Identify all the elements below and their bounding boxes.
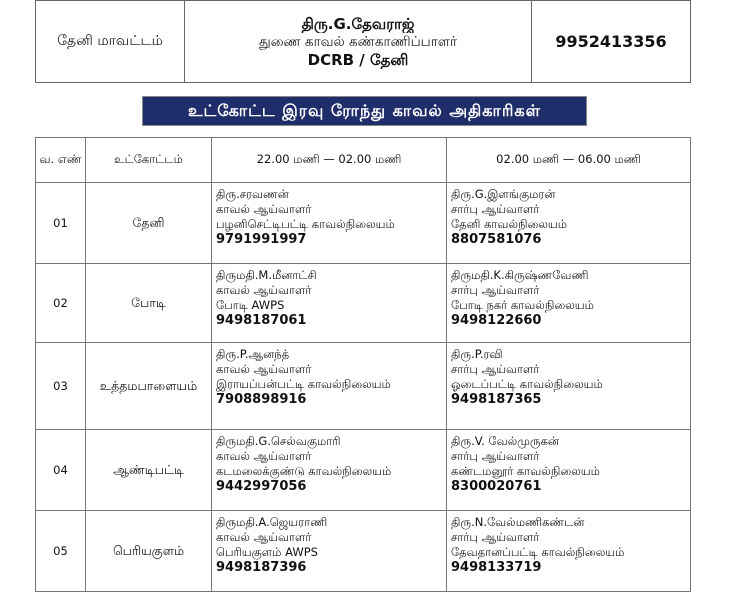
officer-name: திரு.P.ஆனந்த் xyxy=(216,347,290,361)
officer-name: திரு.G.இளங்குமரன் xyxy=(451,187,556,201)
district-name: தேனி மாவட்டம் xyxy=(57,32,163,49)
officer-phone: 9442997056 xyxy=(216,479,307,494)
shift1-officer xyxy=(212,430,447,511)
officer-rank: காவல் ஆய்வாளர் xyxy=(216,362,312,376)
officer-name: திரு.G.தேவராஜ் xyxy=(301,14,415,33)
officer-name: திருமதி.G.செல்வகுமாரி xyxy=(216,434,341,448)
officer-station: கடமலைக்குண்டு காவல்நிலையம் xyxy=(216,464,392,478)
officer-station: கண்டமனூர் காவல்நிலையம் xyxy=(451,464,600,478)
officer-name: திருமதி.A.ஜெயராணி xyxy=(216,515,328,529)
shift2-officer xyxy=(447,264,691,343)
row-division: உத்தமபாளையம் xyxy=(86,343,212,430)
officer-phone: 9952413356 xyxy=(555,32,667,51)
officer-station: தேனி காவல்நிலையம் xyxy=(451,217,568,231)
officer-rank: சார்பு ஆய்வாளர் xyxy=(451,362,540,376)
row-sn: 03 xyxy=(36,343,86,430)
header-shift2: 02.00 மணி — 06.00 மணி xyxy=(447,138,691,183)
shift2-officer xyxy=(447,511,691,592)
officer-name: திரு.V. வேல்முருகன் xyxy=(451,434,560,448)
patrol-table xyxy=(35,137,691,592)
row-division: தேனி xyxy=(86,183,212,264)
table-row xyxy=(36,183,691,264)
shift1-officer xyxy=(212,343,447,430)
row-division: போடி xyxy=(86,264,212,343)
officer-station: போடி நகர் காவல்நிலையம் xyxy=(451,298,594,312)
officer-rank: சார்பு ஆய்வாளர் xyxy=(451,202,540,216)
shift1-officer xyxy=(212,264,447,343)
officer-rank: சார்பு ஆய்வாளர் xyxy=(451,449,540,463)
district-cell xyxy=(36,1,185,83)
officer-rank: சார்பு ஆய்வாளர் xyxy=(451,530,540,544)
table-row xyxy=(36,264,691,343)
officer-name: திருமதி.M.மீனாட்சி xyxy=(216,268,317,282)
officer-station: இராயப்பன்பட்டி காவல்நிலையம் xyxy=(216,377,391,391)
officer-phone: 9498122660 xyxy=(451,313,542,328)
officer-station: போடி AWPS xyxy=(216,298,285,312)
table-header-row xyxy=(36,138,691,183)
header-table xyxy=(35,0,691,83)
officer-phone: 9498187396 xyxy=(216,560,307,575)
officer-rank: காவல் ஆய்வாளர் xyxy=(216,449,312,463)
officer-phone: 9498133719 xyxy=(451,560,542,575)
officer-rank: காவல் ஆய்வாளர் xyxy=(216,202,312,216)
shift2-officer xyxy=(447,183,691,264)
table-row xyxy=(36,511,691,592)
officer-name: திரு.P.ரவி xyxy=(451,347,503,361)
row-sn: 02 xyxy=(36,264,86,343)
shift2-officer xyxy=(447,430,691,511)
officer-phone: 9498187365 xyxy=(451,392,542,407)
row-sn: 01 xyxy=(36,183,86,264)
table-row xyxy=(36,343,691,430)
header-shift1: 22.00 மணி — 02.00 மணி xyxy=(212,138,447,183)
officer-phone: 8807581076 xyxy=(451,232,542,247)
officer-station: பெரியகுளம் AWPS xyxy=(216,545,318,559)
header-sn: வ. எண் xyxy=(36,138,86,183)
officer-cell xyxy=(185,1,532,83)
officer-rank: காவல் ஆய்வாளர் xyxy=(216,530,312,544)
shift1-officer xyxy=(212,511,447,592)
officer-phone: 7908898916 xyxy=(216,392,307,407)
officer-name: திரு.சரவணன் xyxy=(216,187,289,201)
officer-station: தேவதானப்பட்டி காவல்நிலையம் xyxy=(451,545,625,559)
officer-station: ஓடைப்பட்டி காவல்நிலையம் xyxy=(451,377,603,391)
officer-phone: 8300020761 xyxy=(451,479,542,494)
officer-station: பழனிசெட்டிபட்டி காவல்நிலையம் xyxy=(216,217,395,231)
row-sn: 04 xyxy=(36,430,86,511)
row-division: ஆண்டிபட்டி xyxy=(86,430,212,511)
header-division: உட்கோட்டம் xyxy=(86,138,212,183)
table-row xyxy=(36,430,691,511)
officer-name: திரு.N.வேல்மணிகண்டன் xyxy=(451,515,585,529)
row-division: பெரியகுளம் xyxy=(86,511,212,592)
banner-title: உட்கோட்ட இரவு ரோந்து காவல் அதிகாரிகள் xyxy=(143,97,586,125)
officer-rank: காவல் ஆய்வாளர் xyxy=(216,283,312,297)
officer-phone: 9498187061 xyxy=(216,313,307,328)
shift1-officer xyxy=(212,183,447,264)
officer-title: துணை காவல் கண்காணிப்பாளர் xyxy=(258,33,458,50)
row-sn: 05 xyxy=(36,511,86,592)
officer-name: திருமதி.K.கிருஷ்ணவேணி xyxy=(451,268,589,282)
shift2-officer xyxy=(447,343,691,430)
officer-phone: 9791991997 xyxy=(216,232,307,247)
officer-unit: DCRB / தேனி xyxy=(307,50,409,69)
officer-rank: சார்பு ஆய்வாளர் xyxy=(451,283,540,297)
officer-phone-cell xyxy=(532,1,691,83)
